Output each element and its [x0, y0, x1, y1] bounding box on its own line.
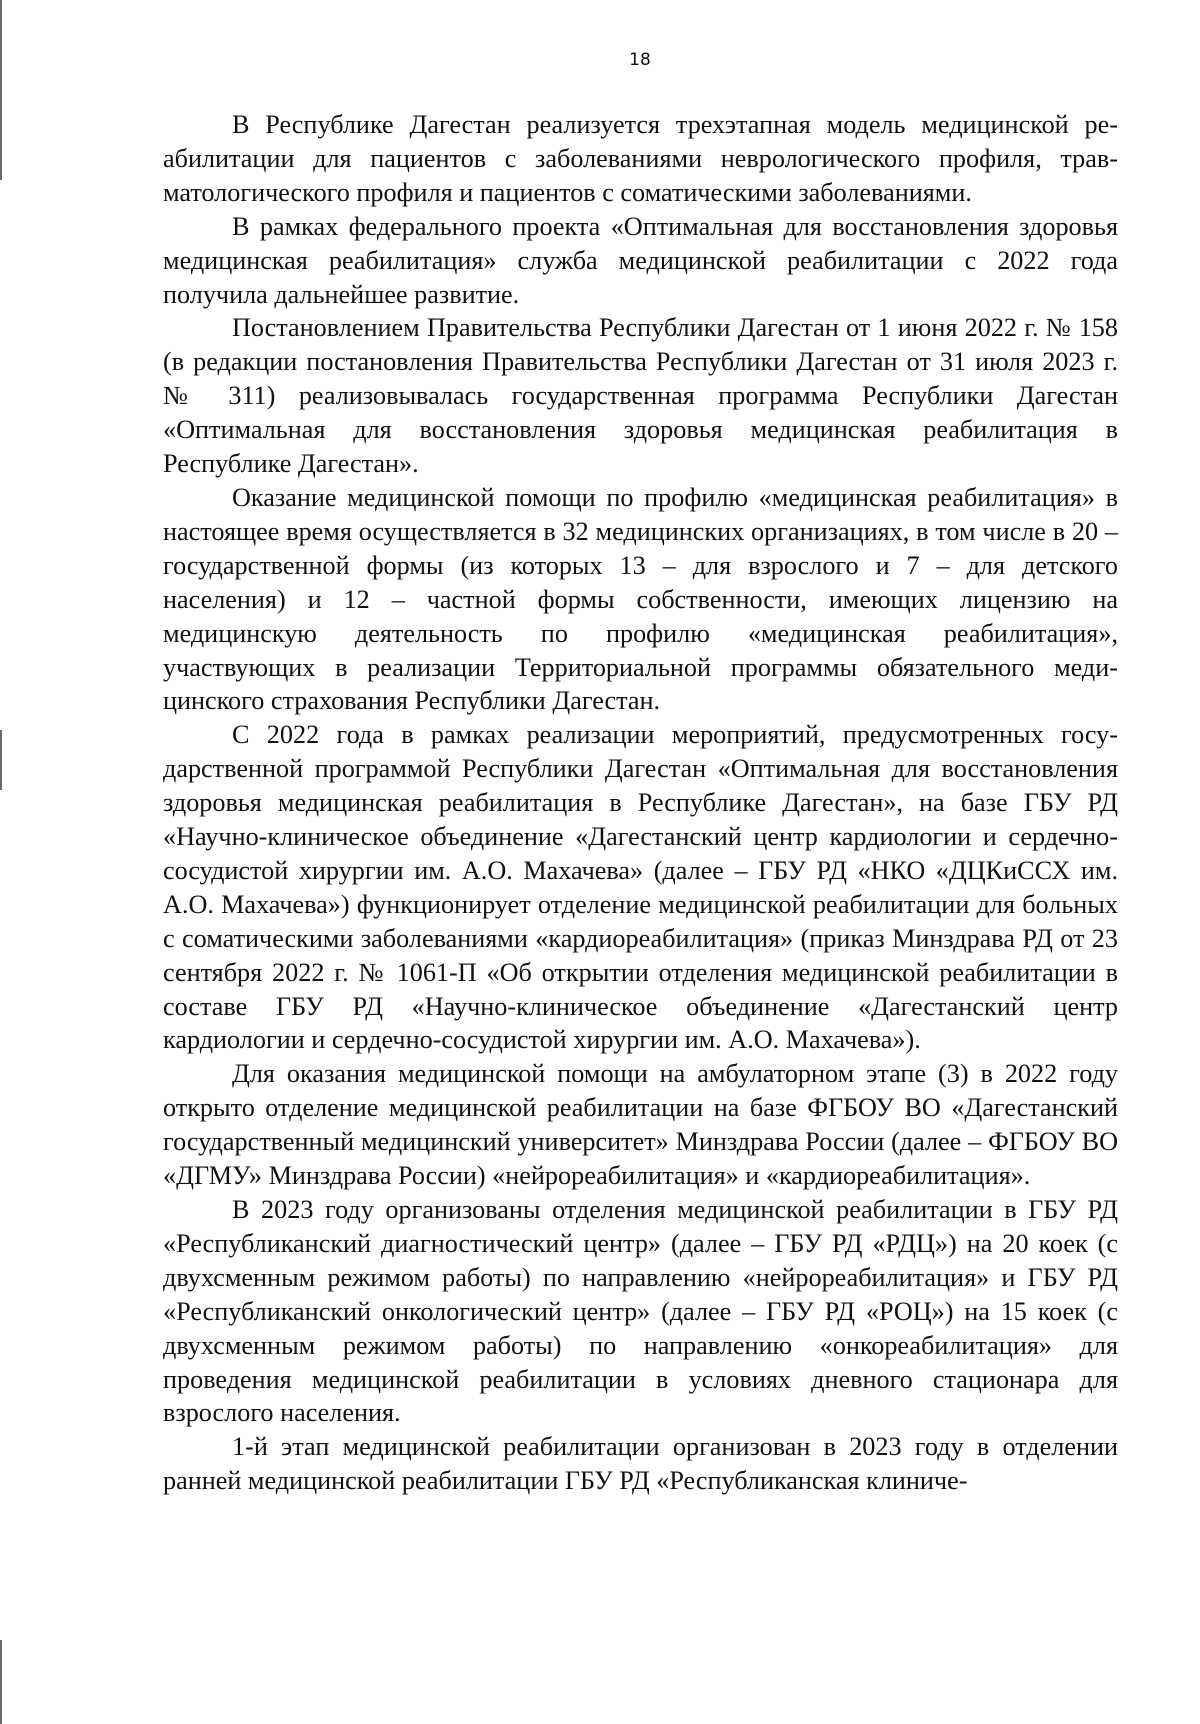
page-number: 18: [629, 50, 651, 70]
paragraph: Для оказания медицинской помощи на амбулаторном этапе (3) в 2022 году открыто отделение медицинской реабилитации на базе ФГБОУ ВО «Дагестанский государственный медицинский университет» Минздрава России (далее – ФГБОУ ВО «ДГМУ» Минздрава России) «нейрореабилитация» и «кардиореабилитация».: [163, 1059, 1118, 1191]
document-body: [163, 108, 1118, 1498]
scan-edge-mark: [0, 0, 2, 180]
paragraph: 1-й этап медицинской реабилитации организован в 2023 году в отделении ранней медицинской реабилитации ГБУ РД «Республиканская клиниче-: [163, 1432, 1118, 1496]
paragraph: Оказание медицинской помощи по профилю «медицинская реабилитация» в настоящее время осуществляется в 32 медицинских организациях, в том числе в 20 – государственной формы (из которых 13 – для взрослого и 7 – для детского населения) и 12 – частной формы собственности, имеющих лицензию на медицинскую деятельность по профилю «медицинская реабилитация», участвующих в реализации Территориальной программы обязательного медицинского страхования Республики Дагестан.: [163, 482, 1118, 716]
paragraph: Постановлением Правительства Республики Дагестан от 1 июня 2022 г. № 158 (в редакции постановления Правительства Республики Дагестан от 31 июля 2023 г. № 311) реализовывалась государственная программа Республики Дагестан «Оптимальная для восстановления здоровья медицинская реабилитация в Республике Дагестан».: [163, 313, 1118, 479]
paragraph: В Республике Дагестан реализуется трехэтапная модель медицинской реабилитации для пациентов с заболеваниями неврологического профиля, травматологического профиля и пациентов с соматическими заболеваниями.: [163, 110, 1118, 207]
paragraph: В рамках федерального проекта «Оптимальная для восстановления здоровья медицинская реабилитация» служба медицинской реабилитации с 2022 года получила дальнейшее развитие.: [163, 211, 1118, 309]
scan-edge-mark: [0, 1640, 2, 1724]
scan-edge-mark: [0, 730, 2, 790]
paragraph: В 2023 году организованы отделения медицинской реабилитации в ГБУ РД «Республиканский диагностический центр» (далее – ГБУ РД «РДЦ») на 20 коек (с двухсменным режимом работы) по направлению «нейрореабилитация» и ГБУ РД «Республиканский онкологический центр» (далее – ГБУ РД «РОЦ») на 15 коек (с двухсменным режимом работы) по направлению «онкореабилитация» для проведения медицинской реабилитации в условиях дневного стационара для взрослого населения.: [163, 1195, 1118, 1428]
paragraph: С 2022 года в рамках реализации мероприятий, предусмотренных государственной программой Республики Дагестан «Оптимальная для восстановления здоровья медицинская реабилитация в Республике Дагестан», на базе ГБУ РД «Научно-клиническое объединение «Дагестанский центр кардиологии и сердечно-сосудистой хирургии им. А.О. Махачева» (далее – ГБУ РД «НКО «ДЦКиССХ им. А.О. Махачева») функционирует отделение медицинской реабилитации для больных с соматическими заболеваниями «кардиореабилитация» (приказ Минздрава РД от 23 сентября 2022 г. № 1061-П «Об открытии отделения медицинской реабилитации в составе ГБУ РД «Научно-клиническое объединение «Дагестанский центр кардиологии и сердечно-сосудистой хирургии им. А.О. Махачева»).: [163, 720, 1118, 1055]
